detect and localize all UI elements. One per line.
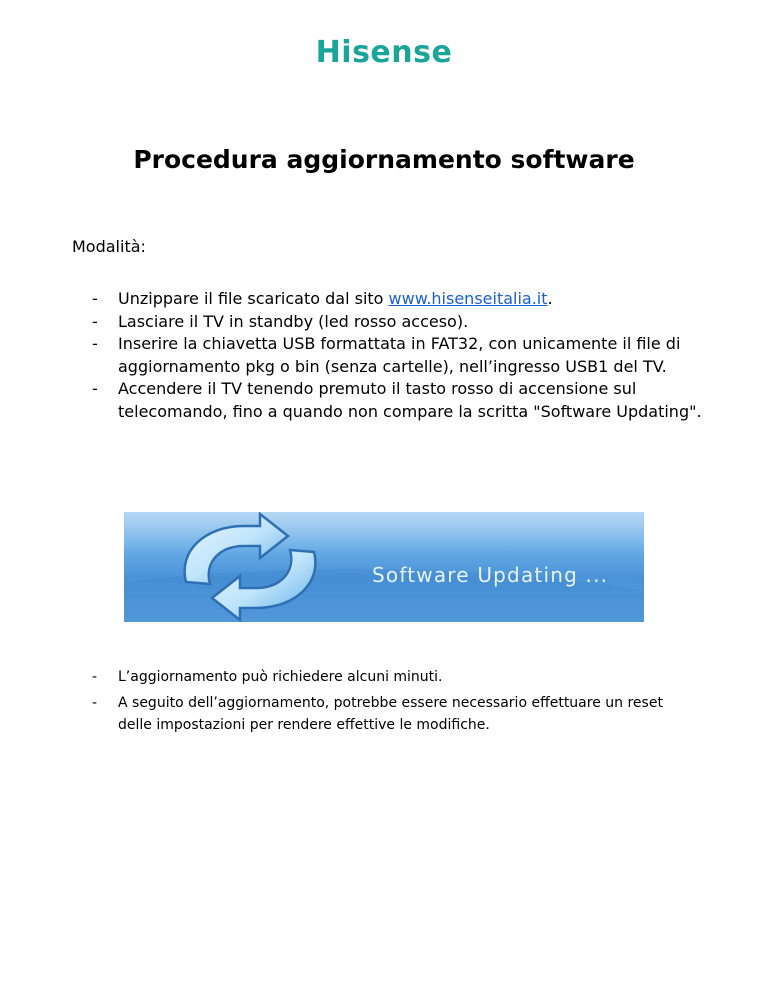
note-item-2	[92, 692, 692, 736]
list-dash: -	[92, 289, 98, 308]
step-text: Unzippare il file scaricato dal sito	[118, 289, 389, 308]
website-link[interactable]: www.hisenseitalia.it	[388, 289, 548, 308]
step-text-end: .	[547, 289, 553, 308]
note-text: A seguito dell’aggiornamento, potrebbe essere necessario effettuare un reset delle impostazioni per rendere effettive le modifiche.	[118, 695, 663, 733]
list-dash: -	[92, 379, 98, 398]
page-title: Procedura aggiornamento software	[133, 145, 635, 174]
step-text: Accendere il TV tenendo premuto il tasto rosso di accensione sul telecomando, fino a quando non compare la scritta "Software Updating".	[118, 379, 702, 421]
step-item-1	[92, 288, 712, 311]
step-item-2	[92, 311, 712, 334]
software-updating-banner	[124, 512, 644, 622]
list-dash: -	[92, 695, 98, 711]
banner-text: Software Updating ...	[372, 563, 609, 587]
steps-list	[92, 288, 712, 423]
step-text: Lasciare il TV in standby (led rosso acceso).	[118, 311, 469, 331]
mode-label: Modalità:	[72, 237, 146, 256]
notes-list	[92, 666, 692, 740]
list-dash: -	[92, 669, 98, 685]
note-item-1	[92, 666, 692, 688]
step-text: Inserire la chiavetta USB formattata in FAT32, con unicamente il file di aggiornamento pkg o bin (senza cartelle), nell’ingresso USB1 del TV.	[118, 334, 681, 376]
hisense-logo: Hisense	[315, 35, 453, 70]
step-item-4	[92, 378, 712, 423]
refresh-arrows-icon	[164, 512, 364, 622]
list-dash: -	[92, 334, 98, 353]
note-text: L’aggiornamento può richiedere alcuni minuti.	[118, 669, 443, 685]
step-item-3	[92, 333, 712, 378]
list-dash: -	[92, 311, 98, 331]
